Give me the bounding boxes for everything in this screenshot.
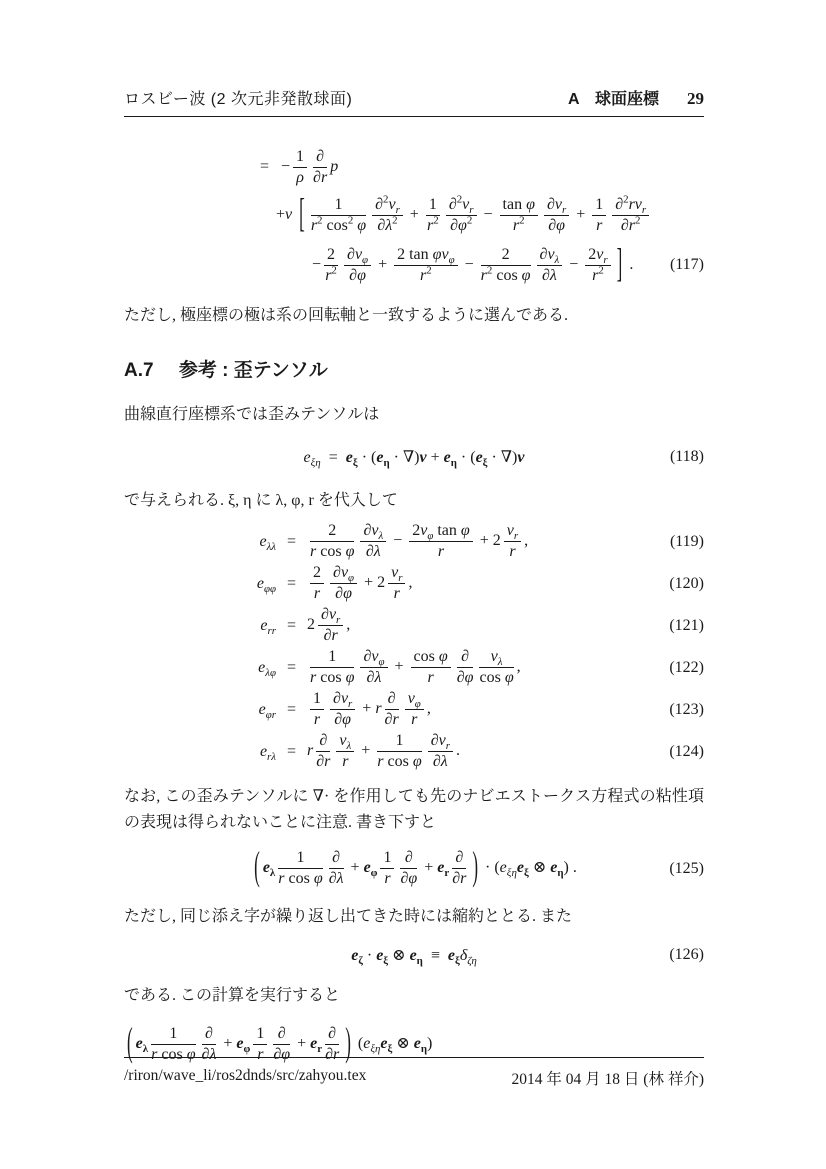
paragraph-after-eq124: なお, この歪みテンソルに ∇· を作用しても先のナビエストークス方程式の粘性項の表現は得られないことに注意. 書き下すと (124, 787, 704, 831)
equation-label-124: (124) (669, 742, 704, 760)
page-content (124, 86, 704, 1071)
equation-label-118: (118) (669, 447, 704, 465)
equation-124 (124, 732, 704, 772)
equals-sign: = (287, 616, 297, 634)
equation-117-line2 (276, 191, 704, 239)
equation-122-rhs: $\frac{1}{\text{r cos φ}}$ $\frac{\partial v_\varphi}{\partial\lambda}$ + $\frac{\text{cos φ}}{r}$ ∂ ∂φ $\frac{v_\lambda}{\text{cos φ}}$ , (310, 648, 521, 687)
equation-121-lhs: $e_{rr}$ (260, 616, 276, 637)
equals-sign: = (287, 700, 297, 718)
equation-label-117: (117) (669, 256, 704, 273)
header-page-number: 29 (687, 89, 704, 108)
footer-date: 2014 年 04 月 18 日 (林 祥介) (511, 1071, 704, 1088)
equation-label-120: (120) (669, 574, 704, 592)
equation-119 (124, 522, 704, 562)
equation-125-body: ( $e_\lambda$ $\frac{1}{\text{r cos φ}}$ ∂ ∂λ + $e_\varphi$ $\frac{1}{r}$ ∂ ∂φ + $e_r$ ∂ ∂r ) · ($e_{\xi\eta}e_\xi$ ⊗ $e_\eta$) . (254, 843, 577, 889)
equation-123 (124, 690, 704, 730)
equation-label-123: (123) (669, 700, 704, 718)
equation-117-line1-body: = − $\frac{1}{\rho}$ ∂ ∂r p (260, 147, 339, 186)
paragraph-before-eq118: 曲線直行座標系では歪みテンソルは (124, 405, 380, 423)
paragraph-after-eq117: ただし, 極座標の極は系の回転軸と一致するように選んである. (124, 307, 569, 324)
equals-sign: = (287, 532, 297, 550)
equation-124-lhs: $e_{r\lambda}$ (259, 742, 276, 763)
equation-118-body: $e_{\xi\eta} = e_\xi \cdot (e_\eta \cdot \nabla)v + e_\eta \cdot (e_\xi \cdot \nabla)v$ (303, 448, 525, 469)
equation-117-line2-body: +ν [ $\frac{1}{r^2 \cos^2 \varphi}$ $\frac{\partial^2v_r}{\partial\lambda^2}$ + $\frac{1}{r^2}$ $\frac{\partial^2v_r}{\partial\varphi^2}$ − $\frac{\text{tan φ}}{r^2}$ $\frac{\partial v_r}{\partial\varphi}$ + $\frac{1}{r}$ $\partial^2rv_r$ $\partial r^2$ (276, 196, 652, 235)
equation-final-body: ( $e_\lambda$ $\frac{1}{\text{r cos φ}}$ ∂ ∂λ + $e_\varphi$ $\frac{1}{r}$ ∂ ∂φ + $e_r$ ∂ ∂r ) ($e_{\xi\eta}e_\xi$ ⊗ $e_\eta$) (127, 1019, 433, 1065)
equation-119-lhs: $e_{\lambda\lambda}$ (259, 532, 276, 553)
paragraph-after-eq126: である. この計算を実行すると (124, 987, 341, 1005)
equation-label-126: (126) (669, 946, 704, 964)
equation-120 (124, 564, 704, 604)
equation-126 (124, 939, 704, 971)
equation-117-line3 (124, 241, 704, 289)
equation-126-body: $e_\zeta \cdot e_\xi$ ⊗ $e_\eta \equiv e_\xi\delta_{\zeta\eta}$ (351, 947, 477, 968)
equation-121-rhs: 2 $\frac{\partial v_r}{\partial r}$ , (307, 606, 351, 645)
equation-122 (124, 648, 704, 688)
equation-119-rhs: $\frac{2}{\text{r cos φ}}$ $\frac{\partial v_\lambda}{\partial\lambda}$ − $\frac{2v_\varphi \tan \varphi}{r}$ + 2 $\frac{v_r}{r}$ , (310, 522, 529, 561)
equation-117-block (124, 145, 704, 289)
equation-120-rhs: $\frac{2}{r}$ $\frac{\partial v_\varphi}{\partial\varphi}$ + 2 $\frac{v_r}{r}$ , (307, 564, 412, 603)
equation-117-line3-body: − $\frac{2}{r^2}$ $\frac{\partial v_\varphi}{\partial\varphi}$ + 2 $\tan \varphi v_\varphi$ $r^2$ − $\frac{2}{r^2 \cos \varphi}$ $\frac{\partial v_\lambda}{\partial\lambda}$ − $\frac{2v_r}{r^2}$ ] . (312, 240, 634, 285)
equation-120-lhs: $e_{\varphi\varphi}$ (256, 574, 276, 595)
header-section-label: A 球面座標 (568, 91, 659, 108)
footer-file-path: /riron/wave_li/ros2dnds/src/zahyou.tex (124, 1067, 367, 1084)
equals-sign: = (287, 658, 297, 676)
equals-sign: = (287, 742, 297, 760)
equation-label-122: (122) (669, 658, 704, 676)
equation-122-lhs: $e_{\lambda\varphi}$ (258, 658, 276, 679)
equation-121 (124, 606, 704, 646)
equation-123-lhs: $e_{\varphi r}$ (258, 700, 276, 721)
header-title: ロスビー波 (2 次元非発散球面) (124, 91, 353, 108)
page-header (124, 86, 704, 117)
paragraph-after-eq125: ただし, 同じ添え字が繰り返し出てきた時には縮約ととる. また (124, 907, 573, 925)
equation-123-rhs: $\frac{1}{r}$ $\frac{\partial v_r}{\partial\varphi}$ + r ∂ ∂r $\frac{v_\varphi}{r}$ , (307, 690, 431, 729)
equation-125 (124, 844, 704, 894)
paragraph-after-eq118: で与えられる. ξ, η に λ, φ, r を代入して (124, 491, 398, 509)
section-number: A.7 (124, 359, 154, 381)
section-heading-a7 (124, 355, 704, 382)
equation-label-125: (125) (669, 859, 704, 877)
equation-117-line1 (260, 145, 704, 189)
equation-label-121: (121) (669, 616, 704, 634)
equation-label-119: (119) (669, 532, 704, 550)
page-footer (124, 1057, 704, 1089)
section-title: 参考 : 歪テンソル (178, 359, 328, 381)
equals-sign: = (287, 574, 297, 592)
equation-118 (124, 440, 704, 474)
equation-group-119-124 (124, 522, 704, 772)
equation-124-rhs: r ∂ ∂r $\frac{v_\lambda}{r}$ + $\frac{1}{\text{r cos φ}}$ $\frac{\partial v_r}{\partial\lambda}$ . (307, 732, 460, 771)
